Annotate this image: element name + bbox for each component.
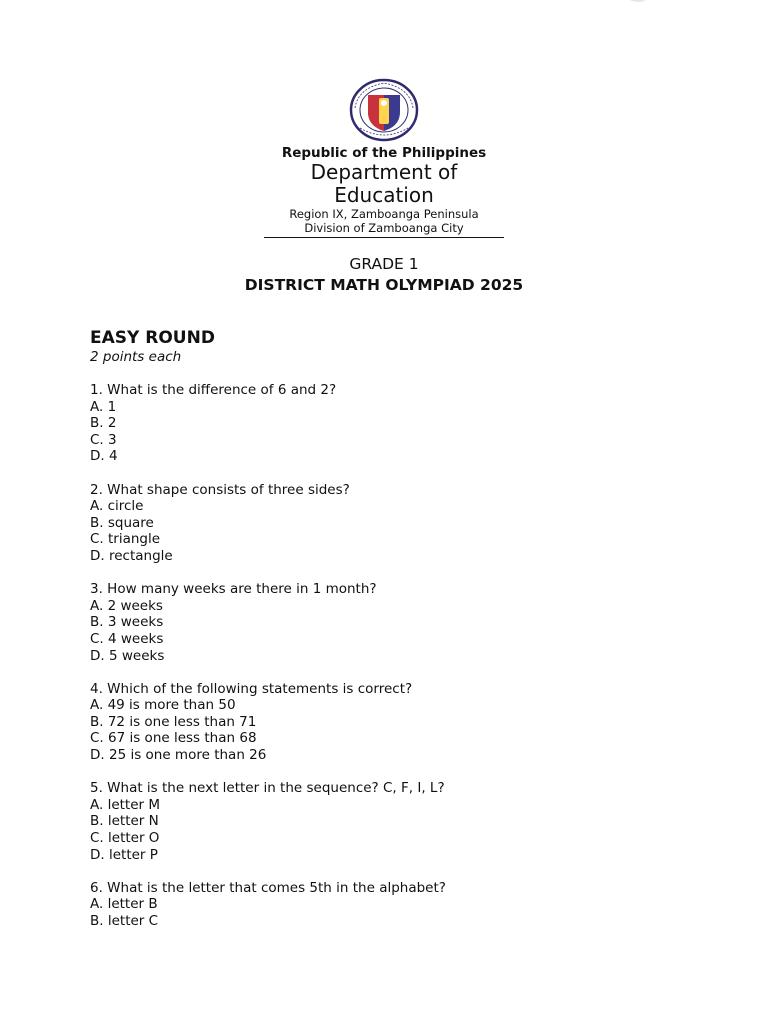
question-text: 2. What shape consists of three sides? bbox=[90, 481, 350, 498]
question-4 bbox=[90, 681, 710, 764]
division-line: Division of Zamboanga City bbox=[304, 221, 464, 235]
answer-option: D. 4 bbox=[90, 448, 118, 465]
question-6 bbox=[90, 880, 710, 930]
region-line: Region IX, Zamboanga Peninsula bbox=[289, 207, 479, 221]
answer-option: A. 1 bbox=[90, 398, 117, 415]
question-3 bbox=[90, 581, 710, 664]
question-1 bbox=[90, 382, 710, 465]
answer-option: A. letter B bbox=[90, 896, 158, 913]
round-title: EASY ROUND bbox=[90, 328, 215, 348]
round-points: 2 points each bbox=[90, 349, 182, 365]
answer-option: D. 25 is one more than 26 bbox=[90, 747, 267, 764]
answer-option: D. rectangle bbox=[90, 547, 173, 564]
question-text: 4. Which of the following statements is correct? bbox=[90, 680, 413, 697]
question-5 bbox=[90, 780, 710, 863]
answer-option: D. letter P bbox=[90, 846, 158, 863]
question-text: 1. What is the difference of 6 and 2? bbox=[90, 382, 337, 398]
event-title: DISTRICT MATH OLYMPIAD 2025 bbox=[244, 276, 524, 294]
question-2 bbox=[90, 482, 710, 565]
question-text: 5. What is the next letter in the sequence? C, F, I, L? bbox=[90, 780, 445, 797]
deped-seal-icon bbox=[348, 78, 420, 142]
document-header bbox=[0, 78, 768, 238]
department-line-1: Department of bbox=[310, 160, 458, 184]
header-divider bbox=[264, 237, 504, 238]
answer-option: C. triangle bbox=[90, 531, 161, 548]
page-corner-mark bbox=[628, 0, 648, 2]
answer-option: B. letter N bbox=[90, 813, 159, 830]
answer-option: A. 2 weeks bbox=[90, 597, 163, 614]
answer-option: B. letter C bbox=[90, 913, 159, 929]
question-text: 3. How many weeks are there in 1 month? bbox=[90, 581, 377, 598]
answer-option: C. letter O bbox=[90, 830, 160, 847]
republic-line: Republic of the Philippines bbox=[281, 145, 487, 161]
answer-option: B. 3 weeks bbox=[90, 614, 164, 631]
answer-option: B. 72 is one less than 71 bbox=[90, 713, 257, 730]
answer-option: C. 67 is one less than 68 bbox=[90, 730, 257, 747]
grade-title: GRADE 1 bbox=[349, 255, 419, 273]
answer-option: B. 2 bbox=[90, 415, 117, 432]
exam-content bbox=[90, 328, 710, 946]
answer-option: C. 4 weeks bbox=[90, 630, 164, 647]
answer-option: A. circle bbox=[90, 498, 144, 515]
exam-titles bbox=[0, 254, 768, 296]
answer-option: A. 49 is more than 50 bbox=[90, 697, 236, 714]
answer-option: B. square bbox=[90, 514, 154, 531]
answer-option: D. 5 weeks bbox=[90, 647, 165, 664]
answer-option: A. letter M bbox=[90, 796, 161, 813]
department-line-2: Education bbox=[334, 183, 434, 207]
answer-option: C. 3 bbox=[90, 431, 117, 448]
question-text: 6. What is the letter that comes 5th in the alphabet? bbox=[90, 879, 446, 896]
